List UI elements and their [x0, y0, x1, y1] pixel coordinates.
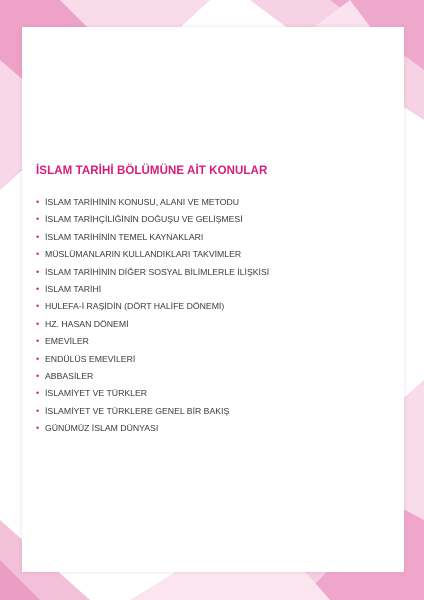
topic-label: HZ. HASAN DÖNEMİ	[45, 318, 129, 329]
list-item	[36, 282, 269, 299]
topic-label: İSLAM TARİHİNİN KONUSU, ALANI VE METODU	[45, 197, 240, 207]
bullet-icon: •	[36, 231, 40, 242]
list-item	[36, 247, 269, 264]
page-title: İSLAM TARİHİ BÖLÜMÜNE AİT KONULAR	[36, 165, 268, 177]
bullet-icon: •	[36, 318, 40, 329]
topic-label: İSLAM TARİHİNİN DİĞER SOSYAL BİLİMLERLE İLİŞKİSİ	[45, 266, 270, 277]
bullet-icon: •	[36, 301, 40, 312]
bullet-icon: •	[36, 197, 40, 207]
list-item	[36, 386, 269, 403]
topic-label: İSLAM TARİHİ	[45, 283, 102, 294]
bullet-icon: •	[36, 283, 40, 294]
list-item	[36, 369, 269, 386]
list-item	[36, 334, 269, 351]
bullet-icon: •	[36, 388, 40, 399]
list-item	[36, 195, 269, 212]
list-item	[36, 421, 269, 438]
topic-label: MÜSLÜMANLARIN KULLANDIKLARI TAKVİMLER	[45, 249, 242, 260]
topic-list	[36, 195, 269, 438]
topic-label: İSLAM TARİHİNİN TEMEL KAYNAKLARI	[45, 231, 204, 242]
topic-label: GÜNÜMÜZ İSLAM DÜNYASI	[45, 423, 159, 434]
topic-label: İSLAMİYET VE TÜRKLERE GENEL BİR BAKIŞ	[45, 405, 230, 416]
bullet-icon: •	[36, 266, 40, 277]
list-item	[36, 317, 269, 334]
bullet-icon: •	[36, 370, 40, 381]
list-item	[36, 352, 269, 369]
list-item	[36, 404, 269, 421]
list-item	[36, 299, 269, 316]
bullet-icon: •	[36, 249, 40, 260]
topic-label: ABBASİLER	[45, 370, 94, 381]
list-item	[36, 212, 269, 229]
bullet-icon: •	[36, 353, 40, 364]
topic-label: HULEFA-İ RAŞİDİN (DÖRT HALİFE DÖNEMİ)	[45, 301, 225, 312]
topic-label: ENDÜLÜS EMEVİLERİ	[45, 353, 136, 364]
topic-label: İSLAM TARİHÇİLİĞİNİN DOĞUŞU VE GELİŞMESİ	[45, 214, 243, 225]
list-item	[36, 265, 269, 282]
topic-label: EMEVİLER	[45, 336, 89, 347]
bullet-icon: •	[36, 423, 40, 434]
bullet-icon: •	[36, 214, 40, 225]
bullet-icon: •	[36, 405, 40, 416]
topic-label: İSLAMİYET VE TÜRKLER	[45, 388, 148, 399]
list-item	[36, 230, 269, 247]
bullet-icon: •	[36, 336, 40, 347]
